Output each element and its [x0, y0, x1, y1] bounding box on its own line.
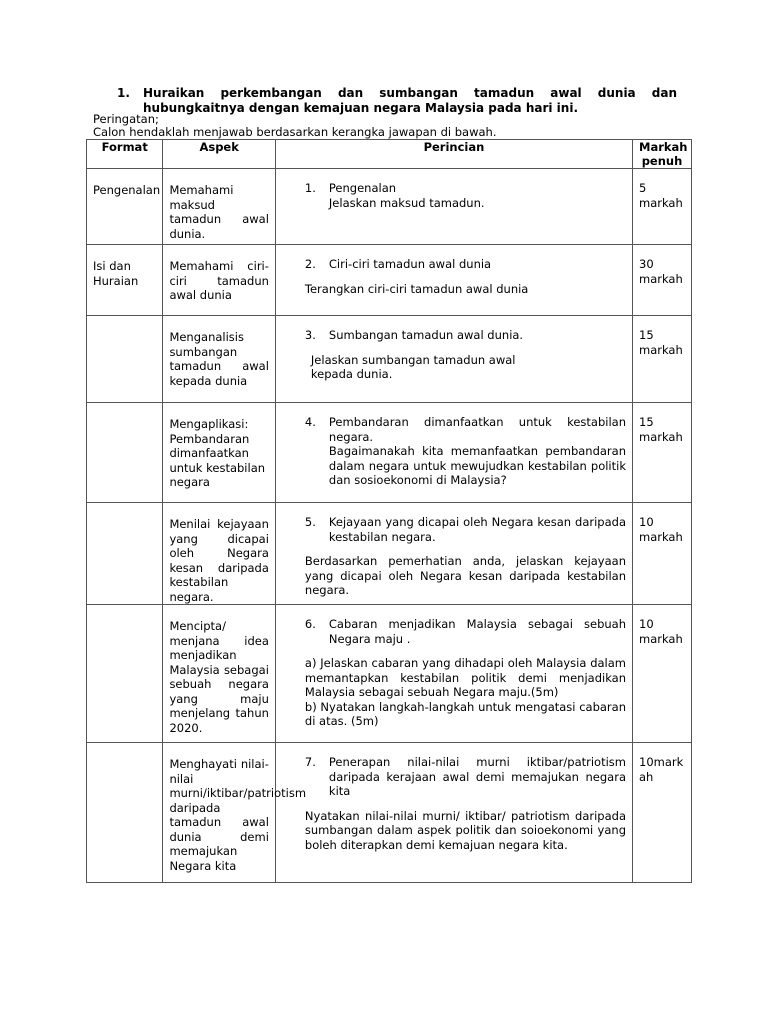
table-row — [87, 245, 692, 316]
item-number: 7. — [304, 755, 316, 769]
format-cell: Isi dan Huraian — [87, 245, 163, 316]
header-aspek: Aspek — [163, 140, 275, 169]
item-number: 6. — [304, 617, 316, 631]
question — [117, 86, 677, 115]
header-markah: Markah penuh — [633, 140, 692, 169]
item-number: 1. — [304, 181, 316, 195]
item-detail: Jelaskan sumbangan tamadun awal kepada dunia. — [310, 352, 516, 381]
header-perincian: Perincian — [275, 140, 632, 169]
item-title: Pembandaran dimanfaatkan untuk kestabilan negara. — [328, 415, 626, 444]
aspek-cell: Menganalisis sumbangan tamadun awal kepada dunia — [163, 316, 275, 403]
item-detail: Terangkan ciri-ciri tamadun awal dunia — [304, 281, 529, 296]
question-line-1: Huraikan perkembangan dan sumbangan tamadun awal dunia dan — [143, 86, 677, 100]
format-cell — [87, 403, 163, 503]
table-header-row — [87, 140, 692, 169]
markah-cell: 10 markah — [633, 503, 692, 605]
perincian-cell — [275, 605, 632, 743]
item-title: Ciri-ciri tamadun awal dunia — [328, 257, 492, 271]
table-row — [87, 403, 692, 503]
format-cell — [87, 743, 163, 883]
format-cell — [87, 605, 163, 743]
aspek-cell: Menilai kejayaan yang dicapai oleh Negara kesan daripada kestabilan negara. — [163, 503, 275, 605]
table-row — [87, 743, 692, 883]
item-detail: Nyatakan nilai-nilai murni/ iktibar/ patriotism daripada sumbangan dalam aspek politik dan soioekonomi yang boleh diterapkan demi kemajuan negara kita. — [304, 808, 626, 852]
perincian-cell — [275, 245, 632, 316]
aspek-cell: Menghayati nilai-nilai murni/iktibar/patriotism daripada tamadun awal dunia demi memajukan Negara kita — [163, 743, 275, 883]
item-number: 2. — [304, 257, 316, 271]
aspek-cell: Mengaplikasi: Pembandaran dimanfaatkan untuk kestabilan negara — [163, 403, 275, 503]
item-title: Cabaran menjadikan Malaysia sebagai sebuah Negara maju . — [328, 617, 626, 646]
format-cell — [87, 503, 163, 605]
header-format: Format — [87, 140, 163, 169]
item-title: Kejayaan yang dicapai oleh Negara kesan daripada kestabilan negara. — [328, 515, 626, 544]
question-number: 1. — [117, 86, 130, 100]
note-instruction: Calon hendaklah menjawab berdasarkan kerangka jawapan di bawah. — [93, 125, 497, 139]
item-title: Pengenalan — [328, 181, 397, 195]
item-detail-b: b) Nyatakan langkah-langkah untuk mengatasi cabaran di atas. (5m) — [304, 699, 626, 728]
instruction-note — [93, 113, 497, 139]
item-detail: Bagaimanakah kita memanfaatkan pembandaran dalam negara untuk mewujudkan kestabilan politik dan sosioekonomi di Malaysia? — [328, 444, 626, 487]
item-number: 4. — [304, 415, 316, 429]
aspek-cell: Memahami maksud tamadun awal dunia. — [163, 169, 275, 245]
table-row — [87, 503, 692, 605]
item-detail-a: a) Jelaskan cabaran yang dihadapi oleh Malaysia dalam memantapkan kestabilan politik demi menjadikan Malaysia sebagai sebuah Negara maju.(5m) — [304, 656, 626, 699]
markah-cell: 15 markah — [633, 316, 692, 403]
markah-cell: 10 markah — [633, 605, 692, 743]
format-cell — [87, 316, 163, 403]
perincian-cell — [275, 316, 632, 403]
format-cell: Pengenalan — [87, 169, 163, 245]
item-detail: Berdasarkan pemerhatian anda, jelaskan kejayaan yang dicapai oleh Negara kesan daripada kestabilan negara. — [304, 554, 626, 597]
markah-cell: 15 markah — [633, 403, 692, 503]
question-line-2: hubungkaitnya dengan kemajuan negara Malaysia pada hari ini. — [143, 100, 578, 115]
table-row — [87, 605, 692, 743]
perincian-cell — [275, 503, 632, 605]
table-row — [87, 169, 692, 245]
item-number: 5. — [304, 515, 316, 529]
item-detail: Jelaskan maksud tamadun. — [328, 195, 485, 210]
item-number: 3. — [304, 328, 316, 342]
answer-framework-table — [86, 139, 692, 883]
aspek-cell: Mencipta/ menjana idea menjadikan Malaysia sebagai sebuah negara yang maju menjelang tahun 2020. — [163, 605, 275, 743]
note-heading: Peringatan; — [93, 112, 159, 126]
perincian-cell — [275, 743, 632, 883]
perincian-cell — [275, 403, 632, 503]
markah-cell: 10markah — [633, 743, 692, 883]
item-title: Sumbangan tamadun awal dunia. — [328, 328, 524, 342]
item-title: Penerapan nilai-nilai murni iktibar/patriotism daripada kerajaan awal demi memajukan negara kita — [328, 755, 626, 798]
table-row — [87, 316, 692, 403]
markah-cell: 30 markah — [633, 245, 692, 316]
perincian-cell — [275, 169, 632, 245]
aspek-cell: Memahami ciri-ciri tamadun awal dunia — [163, 245, 275, 316]
markah-cell: 5 markah — [633, 169, 692, 245]
